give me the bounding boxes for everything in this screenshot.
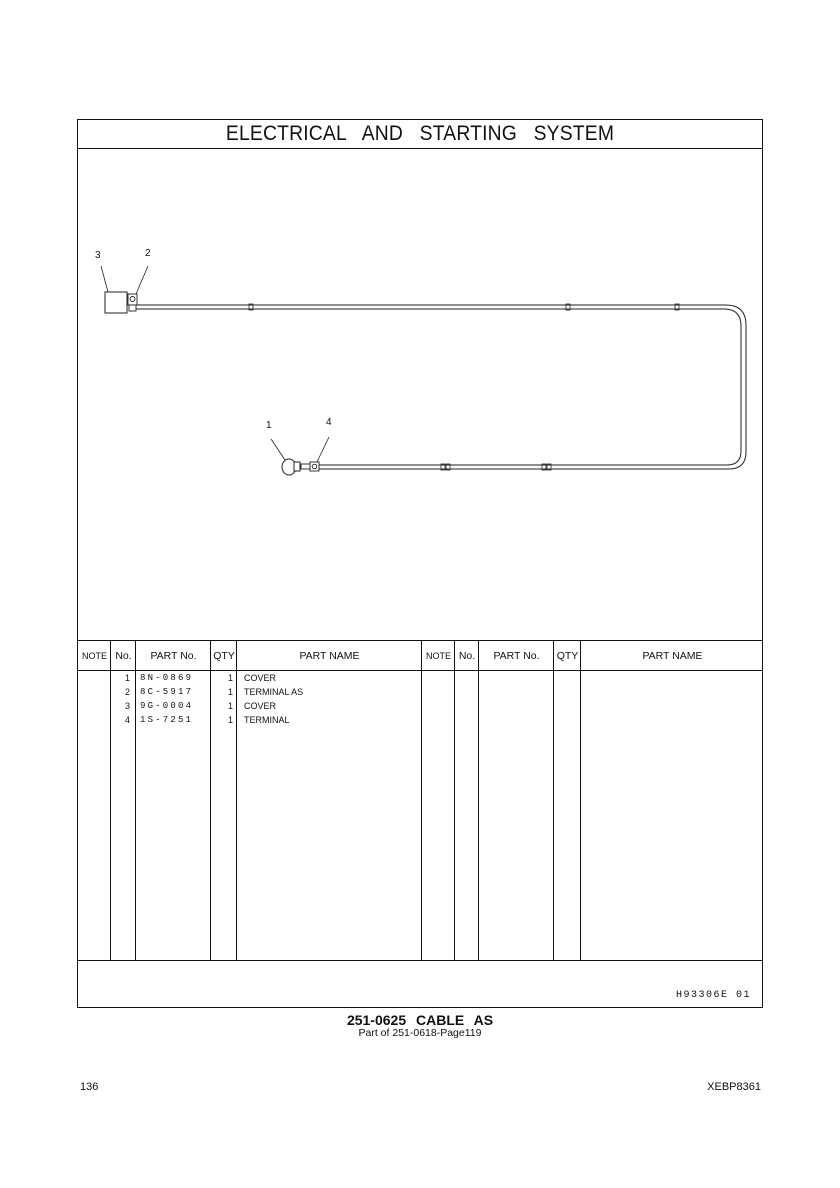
header-no: No.: [115, 650, 132, 662]
row-2-part-name: TERMINAL AS: [244, 687, 304, 697]
header-no-2: No.: [458, 650, 476, 662]
cable-wire-inner: [136, 309, 741, 465]
callout-1: 1: [266, 420, 272, 431]
col-qty-right: [554, 641, 581, 960]
col-no-right: [455, 641, 479, 960]
row-2-no: 2: [124, 687, 130, 697]
header-part-name: PART NAME: [299, 650, 360, 662]
header-part-no-2: PART No.: [493, 650, 540, 662]
header-part-name-2: PART NAME: [642, 650, 703, 662]
row-3-no: 3: [124, 701, 130, 711]
document-code: XEBP8361: [707, 1081, 761, 1093]
callout-2: 2: [145, 248, 151, 259]
parts-sheet-frame: [77, 119, 763, 1008]
row-1-part-name: COVER: [244, 673, 277, 683]
row-2-qty: 1: [227, 687, 233, 697]
page-title: ELECTRICAL AND STARTING SYSTEM: [225, 122, 615, 145]
row-1-part-no: 8N-0869: [140, 673, 194, 683]
page-number: 136: [80, 1081, 99, 1093]
parts-table: [78, 640, 762, 960]
table-header-row: [78, 641, 762, 671]
callout-3: 3: [95, 250, 101, 261]
header-note-2: NOTE: [425, 651, 451, 661]
assembly-caption: 251-0625 CABLE AS: [346, 1012, 494, 1028]
row-4-no: 4: [124, 715, 130, 725]
cable-diagram: [78, 149, 762, 641]
col-partno-right: [479, 641, 554, 960]
row-1-qty: 1: [227, 673, 233, 683]
cable-wire-outer: [136, 305, 746, 469]
row-1-no: 1: [124, 673, 130, 683]
illustration-ref-code: H93306E 01: [675, 990, 751, 1001]
col-note-left: [78, 641, 111, 960]
row-3-part-no: 9G-0004: [140, 701, 194, 711]
row-4-part-name: TERMINAL: [244, 715, 290, 725]
header-part-no: PART No.: [150, 650, 197, 662]
col-note-right: [422, 641, 455, 960]
assembly-subcaption: Part of 251-0618-Page119: [358, 1027, 482, 1039]
cable-drawing: [78, 149, 764, 641]
terminal-4: [301, 462, 319, 471]
cover-1-boot: [282, 459, 300, 475]
title-bar: [78, 120, 762, 149]
header-qty-2: QTY: [556, 650, 579, 662]
row-4-qty: 1: [227, 715, 233, 725]
terminal-2: [128, 294, 137, 311]
header-note: NOTE: [81, 651, 107, 661]
header-qty: QTY: [213, 650, 235, 662]
callout-4: 4: [326, 417, 332, 428]
row-3-part-name: COVER: [244, 701, 277, 711]
row-4-part-no: 1S-7251: [140, 715, 194, 725]
cover-3-boot: [105, 292, 127, 313]
row-3-qty: 1: [227, 701, 233, 711]
cable-clips: [249, 304, 679, 470]
sheet-footer: [78, 960, 762, 1007]
row-2-part-no: 8C-5917: [140, 687, 194, 697]
